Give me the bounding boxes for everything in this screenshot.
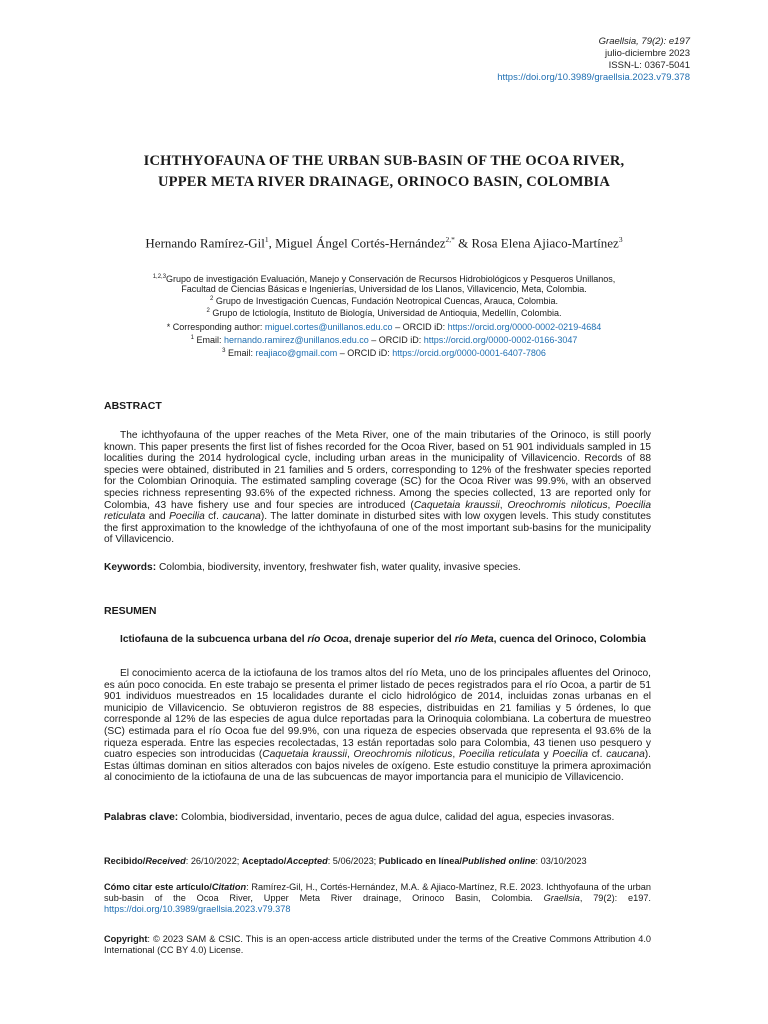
abstract-text-2: ). The latter dominate in disturbed sites with low oxygen levels. This study constitutes the first approximation to the knowledge of the ichthyofauna of one of the most important sub-basins for the municipality of Villavicencio. — [104, 511, 651, 546]
species-name: Poecilia reticulata — [458, 749, 540, 761]
contact-2-orcid-link[interactable]: https://orcid.org/0000-0002-0166-3047 — [423, 335, 578, 345]
author-2: Miguel Ángel Cortés-Hernández — [275, 235, 446, 251]
journal-name: Graellsia, 79(2): e197 — [598, 36, 690, 47]
contact-2 — [80, 333, 688, 346]
published-label-en: Published online — [462, 856, 536, 866]
resumen-body — [104, 668, 651, 784]
citation-block — [104, 882, 651, 915]
resumen-title-part: , cuenca del Orinoco, Colombia — [493, 634, 646, 645]
palabras-clave-label: Palabras clave: — [104, 812, 179, 823]
published-date: : 03/10/2023 — [535, 856, 587, 866]
abstract-heading: ABSTRACT — [104, 400, 162, 412]
resumen-title-part: Ictiofauna de la subcuenca urbana del — [120, 634, 308, 645]
citation-label-en: Citation — [211, 882, 247, 892]
accepted-label-en: Accepted — [286, 856, 328, 866]
journal-doi-link[interactable]: https://doi.org/10.3989/graellsia.2023.v79.378 — [497, 72, 690, 83]
affiliation-1-sup: 1,2,3 — [152, 274, 167, 280]
received-date: : 26/10/2022; — [185, 856, 240, 866]
resumen-title-part: río Ocoa — [307, 634, 349, 645]
title-line-2: UPPER META RIVER DRAINAGE, ORINOCO BASIN, COLOMBIA — [157, 174, 611, 190]
accepted-date: : 5/06/2023; — [327, 856, 377, 866]
resumen-text-2: ). Estas últimas dominan en sitios alterados con bajos niveles de oxígeno. Este estudio constituye la primera aproximación al conocimiento de la ictiofauna de una de las subcuencas de mayor importancia para el municipio de Villavicencio. — [104, 749, 651, 784]
author-ampersand: & — [458, 235, 469, 251]
journal-issn: ISSN-L: 0367-5041 — [608, 60, 690, 71]
citation-label: Cómo citar este artículo/ — [104, 882, 212, 892]
citation-text: : Ramírez-Gil, H., Cortés-Hernández, M.A. & Ajiaco-Martínez, R.E. 2023. Ichthyofauna of the urban sub-basin of the Ocoa River, Upper Meta River drainage, Orinoco Basin, Colombia. — [104, 882, 651, 903]
affiliation-1-cont: Facultad de Ciencias Básicas e Ingenierías, Universidad de los Llanos, Villavicencio, Meta, Colombia. — [181, 284, 587, 294]
author-2-sup: 2,* — [445, 235, 455, 244]
citation-journal: Graellsia — [543, 893, 580, 903]
resumen-title-part: río Meta — [454, 634, 494, 645]
contact-3-orcid-link[interactable]: https://orcid.org/0000-0001-6407-7806 — [392, 348, 546, 358]
keywords-label: Keywords: — [104, 562, 157, 573]
contact-3-orcid-label: – ORCID iD: — [339, 348, 390, 358]
contact-1-orcid-link[interactable]: https://orcid.org/0000-0002-0219-4684 — [447, 322, 602, 332]
copyright-label: Copyright — [104, 934, 148, 944]
species-name: caucana — [222, 511, 261, 523]
contact-2-email-link[interactable]: hernando.ramirez@unillanos.edu.co — [224, 335, 369, 345]
journal-issue: julio-diciembre 2023 — [604, 48, 690, 59]
author-1-sup: 1 — [264, 235, 269, 244]
palabras-clave-text: Colombia, biodiversidad, inventario, peces de agua dulce, calidad del agua, especies invasoras. — [181, 812, 615, 823]
separator: and — [145, 511, 170, 523]
contact-3-sup: 3 — [222, 348, 226, 354]
contact-2-prefix: Email: — [196, 335, 222, 345]
separator: , — [346, 749, 354, 761]
affiliations — [80, 272, 688, 318]
article-title — [100, 151, 668, 193]
contact-2-orcid-label: – ORCID iD: — [371, 335, 422, 345]
article-dates — [104, 856, 651, 867]
affiliation-2-sup: 2 — [209, 296, 214, 302]
title-line-1: ICHTHYOFAUNA OF THE URBAN SUB-BASIN OF THE OCOA RIVER, — [143, 153, 625, 169]
accepted-label: Aceptado/ — [241, 856, 287, 866]
affiliation-3 — [80, 306, 688, 318]
separator: cf. — [204, 511, 223, 523]
separator: , — [452, 749, 459, 761]
contact-1-email-link[interactable]: miguel.cortes@unillanos.edu.co — [264, 322, 393, 332]
author-3: Rosa Elena Ajiaco-Martínez — [471, 235, 619, 251]
journal-metadata — [497, 36, 690, 84]
abstract-body — [104, 430, 651, 546]
species-name: Caquetaia kraussii — [413, 499, 500, 511]
contact-1-orcid-label: – ORCID iD: — [395, 322, 446, 332]
palabras-clave — [104, 812, 651, 824]
affiliation-1 — [80, 272, 688, 284]
species-name: Oreochromis niloticus — [353, 749, 453, 761]
separator: , — [607, 499, 616, 511]
species-name: Poecilia — [552, 749, 588, 761]
contact-1-prefix: * Corresponding author: — [166, 322, 263, 332]
author-1: Hernando Ramírez-Gil — [145, 235, 265, 251]
resumen-title — [104, 634, 651, 646]
author-list: Hernando Ramírez-Gil$^1$, Miguel Ángel Cortés-Hernández$^{2,*}$ & Rosa Elena Ajiaco-Martínez$^3$ — [145, 235, 623, 251]
citation-ref: , 79(2): e197. — [579, 893, 651, 903]
contact-3-email-link[interactable]: reajiaco@gmail.com — [255, 348, 338, 358]
received-label-en: Received — [145, 856, 186, 866]
keywords — [104, 562, 651, 574]
species-name: Caquetaia kraussii — [262, 749, 347, 761]
species-name: caucana — [606, 749, 645, 761]
published-label: Publicado en línea/ — [378, 856, 463, 866]
contact-3-prefix: Email: — [228, 348, 254, 358]
keywords-text: Colombia, biodiversity, inventory, freshwater fish, water quality, invasive species. — [158, 562, 521, 573]
author-3-sup: 3 — [618, 235, 623, 244]
resumen-title-part: , drenaje superior del — [348, 634, 455, 645]
contact-1 — [80, 322, 688, 333]
copyright-text: : © 2023 SAM & CSIC. This is an open-access article distributed under the terms of the Creative Commons Attribution 4.0 International (CC BY 4.0) License. — [104, 934, 651, 955]
species-name: Oreochromis niloticus — [507, 499, 608, 511]
contact-2-sup: 1 — [190, 335, 194, 341]
affiliation-3-sup: 2 — [206, 308, 210, 314]
abstract-text-1: The ichthyofauna of the upper reaches of the Meta River, one of the main tributaries of the Orinoco, is still poorly known. This paper presents the first list of fishes recorded for the Ocoa River, based on 51 901 individuals sampled in 15 localities during the 2014 hydrological cycle, including urban areas in the municipality of Villavicencio. Records of 88 species were obtained, distributed in 21 families and 5 orders, corresponding to 12% of the freshwater species reported for the Colombian Orinoquia. The estimated sampling coverage (SC) for the Ocoa River was 99.9%, with an observed species richness representing 93.6% of the expected richness. Among the species collected, 13 are reported only for Colombia, 43 have fishery use and four species are introduced ( — [104, 430, 651, 511]
separator: y — [539, 749, 553, 761]
species-name: Poecilia — [169, 511, 205, 523]
separator: , — [499, 499, 508, 511]
contact-info — [80, 322, 688, 359]
species-name: Poecilia reticulata — [104, 499, 651, 523]
received-label: Recibido/ — [104, 856, 146, 866]
contact-3 — [80, 346, 688, 359]
copyright-block — [104, 934, 651, 956]
affiliation-1-line-1: Grupo de investigación Evaluación, Manejo y Conservación de Recursos Hidrobiológicos y Pesqueros Unillanos, — [166, 274, 616, 284]
affiliation-2-text: Grupo de Investigación Cuencas, Fundación Neotropical Cuencas, Arauca, Colombia. — [215, 296, 559, 306]
separator: cf. — [588, 749, 607, 761]
citation-doi-link[interactable]: https://doi.org/10.3989/graellsia.2023.v79.378 — [104, 904, 291, 914]
affiliation-2 — [80, 294, 688, 306]
affiliation-3-text: Grupo de Ictiología, Instituto de Biología, Universidad de Antioquia, Medellín, Colombia. — [212, 308, 562, 318]
resumen-heading: RESUMEN — [104, 605, 157, 617]
resumen-text-1: El conocimiento acerca de la ictiofauna de los tramos altos del río Meta, uno de los principales afluentes del Orinoco, es aún poco conocida. En este trabajo se presenta el primer listado de peces registrados para el río Ocoa, a partir de 51 901 individuos muestreados en 15 localidades durante el ciclo hidrológico de 2014, incluidas zonas urbanas en el municipio de Villavicencio. Se obtuvieron registros de 88 especies, distribuidas en 21 familias y 5 órdenes, lo que corresponde al 12% de las especies de agua dulce reportadas para la Orinoquia colombiana. La cobertura de muestreo (SC) estimada para el río Ocoa fue del 99.9%, con una riqueza de especies observada que representa el 93.6% de la riqueza esperada. Entre las especies recolectadas, 13 están reportadas solo para Colombia, 43 tienen uso pesquero y cuatro especies son introducidas ( — [104, 668, 651, 761]
